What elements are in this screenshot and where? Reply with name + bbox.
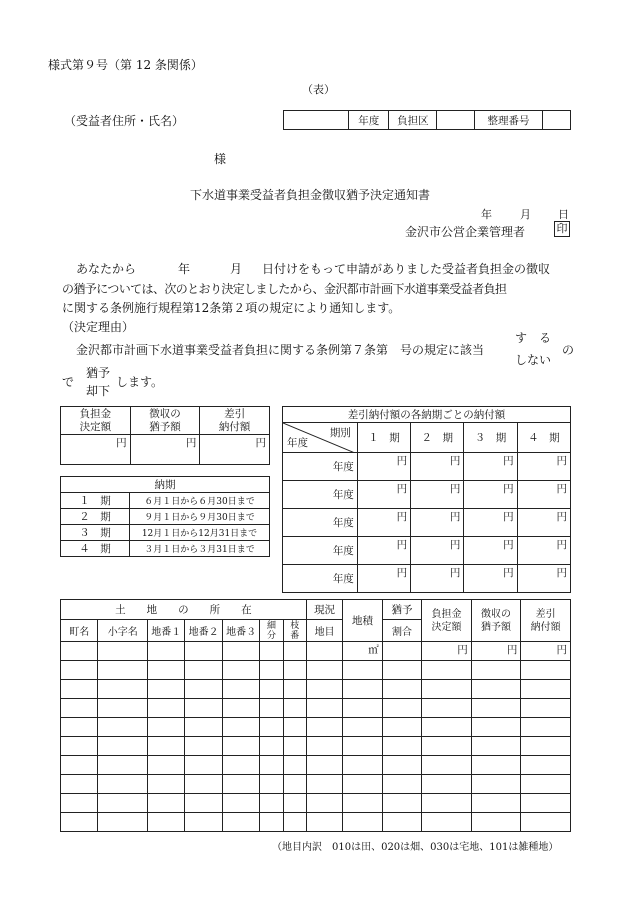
land-cell[interactable]: [98, 718, 148, 737]
district-value[interactable]: [437, 111, 475, 130]
issuer: 金沢市公営企業管理者: [405, 225, 526, 239]
land-cell[interactable]: [222, 699, 259, 718]
period-col-2: ２ 期: [411, 423, 464, 453]
land-cell[interactable]: [260, 642, 283, 661]
corner-period: 期別: [329, 427, 351, 439]
land-cell[interactable]: [148, 661, 185, 680]
land-cell[interactable]: [61, 699, 98, 718]
land-cell[interactable]: [260, 813, 283, 832]
installment-amount-cell[interactable]: 円: [357, 565, 410, 593]
district-label: 負担区: [389, 111, 437, 130]
land-cell[interactable]: [422, 794, 472, 813]
period-3-label: ３ 期: [61, 525, 130, 541]
period-4-label: ４ 期: [61, 541, 130, 557]
installment-title: 差引納付額の各納期ごとの納付額: [283, 407, 571, 423]
land-cell[interactable]: [343, 775, 382, 794]
status-top: 現況: [306, 600, 342, 620]
land-cell[interactable]: [306, 775, 342, 794]
no-particle: の: [562, 343, 575, 357]
installment-year-label: 年度: [283, 537, 358, 565]
land-cell[interactable]: [148, 718, 185, 737]
land-cell[interactable]: 円: [422, 642, 472, 661]
land-cell[interactable]: [185, 794, 222, 813]
installment-amount-cell[interactable]: 円: [411, 565, 464, 593]
land-cell[interactable]: [148, 642, 185, 661]
land-cell[interactable]: [260, 737, 283, 756]
land-cell[interactable]: [422, 813, 472, 832]
col-town: 町名: [61, 620, 98, 642]
net-col-header: 差引 納付額: [521, 600, 571, 642]
page-title: 下水道事業受益者負担金徴収猶予決定通知書: [190, 188, 431, 202]
installment-row: [283, 509, 571, 537]
land-cell[interactable]: [343, 794, 382, 813]
land-cell[interactable]: [185, 737, 222, 756]
land-cell[interactable]: [343, 699, 382, 718]
land-cell[interactable]: [260, 680, 283, 699]
land-cell[interactable]: [306, 737, 342, 756]
land-cell[interactable]: [471, 718, 521, 737]
choice-suru: す る: [515, 331, 552, 345]
period-4-range: ３月１日から３月31日まで: [130, 541, 270, 557]
land-cell[interactable]: [148, 775, 185, 794]
installment-amount-cell[interactable]: 円: [357, 481, 410, 509]
land-cell[interactable]: [382, 642, 421, 661]
ref-no-value[interactable]: [542, 111, 570, 130]
land-cell[interactable]: [471, 737, 521, 756]
installment-year-label: 年度: [283, 509, 358, 537]
land-rows: [61, 642, 571, 832]
rate-top: 猶予: [382, 600, 421, 620]
installment-amount-cell[interactable]: 円: [464, 565, 517, 593]
land-cell[interactable]: [343, 680, 382, 699]
installment-amount-cell[interactable]: 円: [411, 453, 464, 481]
date-month: 月: [520, 208, 531, 221]
land-cell[interactable]: [260, 794, 283, 813]
land-cell[interactable]: [98, 737, 148, 756]
land-cell[interactable]: [382, 680, 421, 699]
col-lot1: 地番１: [148, 620, 185, 642]
land-cell[interactable]: [185, 680, 222, 699]
land-cell[interactable]: [521, 775, 571, 794]
decided-value[interactable]: 円: [61, 435, 131, 465]
installment-amount-cell[interactable]: 円: [517, 565, 570, 593]
installment-amount-cell[interactable]: 円: [464, 453, 517, 481]
period-col-3: ３ 期: [464, 423, 517, 453]
land-cell[interactable]: 円: [471, 642, 521, 661]
land-cell[interactable]: [306, 756, 342, 775]
land-cell[interactable]: [283, 718, 306, 737]
installment-amount-cell[interactable]: 円: [464, 509, 517, 537]
installment-amount-cell[interactable]: 円: [357, 537, 410, 565]
decided-col-header: 負担金 決定額: [422, 600, 472, 642]
installment-amount-cell[interactable]: 円: [517, 509, 570, 537]
land-cell[interactable]: [422, 756, 472, 775]
land-cell[interactable]: [98, 813, 148, 832]
choice-kyakka: 却下: [86, 384, 111, 398]
land-cell[interactable]: [343, 756, 382, 775]
land-cell[interactable]: [471, 699, 521, 718]
land-table: [60, 599, 571, 832]
land-cell[interactable]: [61, 756, 98, 775]
form-side: （表）: [302, 83, 335, 96]
installment-row: [283, 453, 571, 481]
installment-amount-cell[interactable]: 円: [411, 509, 464, 537]
land-cell[interactable]: [260, 718, 283, 737]
installment-amount-cell[interactable]: 円: [357, 509, 410, 537]
land-cell[interactable]: [185, 642, 222, 661]
de-particle: で: [62, 375, 75, 389]
land-cell[interactable]: [222, 794, 259, 813]
land-cell[interactable]: [148, 756, 185, 775]
land-cell[interactable]: [283, 794, 306, 813]
land-cell[interactable]: [306, 813, 342, 832]
land-cell[interactable]: [98, 699, 148, 718]
land-cell[interactable]: [382, 775, 421, 794]
land-cell[interactable]: [306, 794, 342, 813]
choice-yuyo: 猶予: [86, 366, 111, 380]
land-cell[interactable]: [521, 718, 571, 737]
reason-label: （決定理由）: [62, 320, 135, 334]
land-cell[interactable]: [98, 775, 148, 794]
land-cell[interactable]: [283, 813, 306, 832]
land-row: [61, 794, 571, 813]
col-lot3: 地番３: [222, 620, 259, 642]
land-cell[interactable]: [422, 661, 472, 680]
land-cell[interactable]: [382, 794, 421, 813]
installment-table: [282, 406, 571, 593]
land-cell[interactable]: [148, 680, 185, 699]
installment-amount-cell[interactable]: 円: [357, 453, 410, 481]
net-header: 差引 納付額: [200, 407, 270, 435]
seal-mark: 印: [554, 221, 570, 237]
area-header: 地積: [343, 600, 382, 642]
installment-amount-cell[interactable]: 円: [517, 481, 570, 509]
land-cell[interactable]: [260, 699, 283, 718]
installment-row: [283, 565, 571, 593]
land-cell[interactable]: [382, 661, 421, 680]
choice-shinai: しない: [515, 353, 552, 367]
land-cell[interactable]: [61, 661, 98, 680]
land-cell[interactable]: [283, 756, 306, 775]
date-year: 年: [481, 208, 492, 221]
col-koaza: 小字名: [98, 620, 148, 642]
land-cell[interactable]: [283, 737, 306, 756]
land-cell[interactable]: [521, 680, 571, 699]
land-cell[interactable]: [61, 737, 98, 756]
reason-text: 金沢都市計画下水道事業受益者負担に関する条例第７条第 号の規定に該当: [76, 343, 485, 357]
land-cell[interactable]: [185, 718, 222, 737]
sama: 様: [214, 152, 227, 166]
land-cell[interactable]: [283, 642, 306, 661]
body-line1-a: あなたから: [76, 262, 137, 276]
land-cell[interactable]: [222, 661, 259, 680]
land-cell[interactable]: [306, 680, 342, 699]
period-title: 納期: [61, 477, 270, 493]
period-col-4: ４ 期: [517, 423, 570, 453]
land-cell[interactable]: [185, 661, 222, 680]
installment-amount-cell[interactable]: 円: [464, 537, 517, 565]
installment-rows: [283, 453, 571, 593]
land-cell[interactable]: [343, 718, 382, 737]
period-1-label: １ 期: [61, 493, 130, 509]
land-cell[interactable]: [471, 756, 521, 775]
period-3-range: 12月１日から12月31日まで: [130, 525, 270, 541]
land-cell[interactable]: [471, 775, 521, 794]
corner-year: 年度: [287, 437, 308, 449]
land-cell[interactable]: [222, 642, 259, 661]
land-cell[interactable]: [306, 642, 342, 661]
deferred-header: 徴収の 猶予額: [130, 407, 200, 435]
land-cell[interactable]: [98, 794, 148, 813]
period-col-1: １ 期: [357, 423, 410, 453]
location-header: 土 地 の 所 在: [61, 600, 307, 620]
land-cell[interactable]: [148, 699, 185, 718]
installment-amount-cell[interactable]: 円: [464, 481, 517, 509]
land-cell[interactable]: [521, 737, 571, 756]
land-cell[interactable]: [260, 661, 283, 680]
land-cell[interactable]: [471, 661, 521, 680]
installment-row: [283, 537, 571, 565]
land-cell[interactable]: [521, 661, 571, 680]
land-cell[interactable]: [185, 756, 222, 775]
col-subdivision: 細 分: [260, 620, 283, 642]
recipient-label: （受益者住所・氏名）: [64, 114, 185, 128]
land-cell[interactable]: [222, 756, 259, 775]
period-table: [60, 476, 270, 557]
installment-year-label: 年度: [283, 565, 358, 593]
land-cell[interactable]: [98, 680, 148, 699]
land-cell[interactable]: [521, 756, 571, 775]
fiscal-year-label: 年度: [349, 111, 389, 130]
land-cell[interactable]: [148, 813, 185, 832]
installment-year-label: 年度: [283, 453, 358, 481]
land-cell[interactable]: [471, 680, 521, 699]
installment-amount-cell[interactable]: 円: [411, 481, 464, 509]
land-footnote: （地目内訳 010は田、020は畑、030は宅地、101は雑種地）: [272, 842, 559, 853]
installment-corner: [283, 423, 358, 453]
land-cell[interactable]: [283, 680, 306, 699]
land-cell[interactable]: [61, 794, 98, 813]
land-cell[interactable]: [148, 794, 185, 813]
status-bottom: 地目: [306, 620, 342, 642]
land-cell[interactable]: [222, 718, 259, 737]
deferred-value[interactable]: 円: [130, 435, 200, 465]
date-day: 日: [558, 208, 569, 221]
land-cell[interactable]: [185, 775, 222, 794]
land-cell[interactable]: [471, 794, 521, 813]
land-cell[interactable]: [98, 642, 148, 661]
land-cell[interactable]: [306, 718, 342, 737]
land-cell[interactable]: [283, 699, 306, 718]
land-cell[interactable]: ㎡: [343, 642, 382, 661]
land-cell[interactable]: [61, 680, 98, 699]
land-cell[interactable]: [422, 718, 472, 737]
land-row: [61, 737, 571, 756]
land-cell[interactable]: [343, 661, 382, 680]
header-table: [283, 110, 571, 130]
land-cell[interactable]: [422, 775, 472, 794]
land-cell[interactable]: [422, 699, 472, 718]
land-row: [61, 661, 571, 680]
deferred-col-header: 徴収の 猶予額: [471, 600, 521, 642]
body-line1-y: 年: [178, 262, 191, 276]
col-branch: 枝 番: [283, 620, 306, 642]
amount-table: [60, 406, 270, 465]
land-cell[interactable]: [471, 813, 521, 832]
land-cell[interactable]: [283, 775, 306, 794]
land-cell[interactable]: [61, 718, 98, 737]
land-row: [61, 680, 571, 699]
land-cell[interactable]: [61, 813, 98, 832]
land-cell[interactable]: [185, 813, 222, 832]
land-cell[interactable]: [148, 737, 185, 756]
land-cell[interactable]: [61, 775, 98, 794]
land-cell[interactable]: [222, 775, 259, 794]
land-cell[interactable]: [382, 737, 421, 756]
installment-amount-cell[interactable]: 円: [517, 537, 570, 565]
period-1-range: ６月１日から６月30日まで: [130, 493, 270, 509]
land-cell[interactable]: [382, 718, 421, 737]
land-cell[interactable]: 円: [521, 642, 571, 661]
land-cell[interactable]: [306, 699, 342, 718]
land-row: [61, 775, 571, 794]
land-cell[interactable]: [382, 756, 421, 775]
land-cell[interactable]: [185, 699, 222, 718]
land-cell[interactable]: [422, 680, 472, 699]
period-2-label: ２ 期: [61, 509, 130, 525]
installment-year-label: 年度: [283, 481, 358, 509]
rate-bottom: 割合: [382, 620, 421, 642]
land-cell[interactable]: [260, 775, 283, 794]
land-cell[interactable]: [283, 661, 306, 680]
land-row: [61, 813, 571, 832]
land-cell[interactable]: [382, 813, 421, 832]
land-row: [61, 699, 571, 718]
land-cell[interactable]: [260, 756, 283, 775]
land-cell[interactable]: [222, 737, 259, 756]
land-cell[interactable]: [521, 794, 571, 813]
land-cell[interactable]: [98, 756, 148, 775]
col-lot2: 地番２: [185, 620, 222, 642]
body-line1-b: 日付けをもって申請がありました受益者負担金の徴収: [262, 262, 551, 276]
period-2-range: ９月１日から９月30日まで: [130, 509, 270, 525]
land-cell[interactable]: [382, 699, 421, 718]
land-cell[interactable]: [222, 680, 259, 699]
decided-header: 負担金 決定額: [61, 407, 131, 435]
land-cell[interactable]: [343, 737, 382, 756]
land-cell[interactable]: [222, 813, 259, 832]
land-row: [61, 642, 571, 661]
ref-no-label: 整理番号: [475, 111, 542, 130]
land-cell[interactable]: [343, 813, 382, 832]
body-line2: の猶予については、次のとおり決定しましたから、金沢都市計画下水道事業受益者負担: [62, 282, 507, 296]
body-line3: に関する条例施行規程第12条第２項の規定により通知します。: [62, 301, 401, 315]
installment-row: [283, 481, 571, 509]
form-number: 様式第９号（第 12 条関係）: [48, 58, 203, 72]
land-cell[interactable]: [98, 661, 148, 680]
installment-amount-cell[interactable]: 円: [411, 537, 464, 565]
land-cell[interactable]: [521, 699, 571, 718]
land-cell[interactable]: [422, 737, 472, 756]
land-cell[interactable]: [521, 813, 571, 832]
shimasu: します。: [116, 375, 164, 389]
land-cell[interactable]: [61, 642, 98, 661]
net-value[interactable]: 円: [200, 435, 270, 465]
land-row: [61, 756, 571, 775]
installment-amount-cell[interactable]: 円: [517, 453, 570, 481]
land-cell[interactable]: [306, 661, 342, 680]
land-row: [61, 718, 571, 737]
body-line1-m: 月: [230, 262, 243, 276]
